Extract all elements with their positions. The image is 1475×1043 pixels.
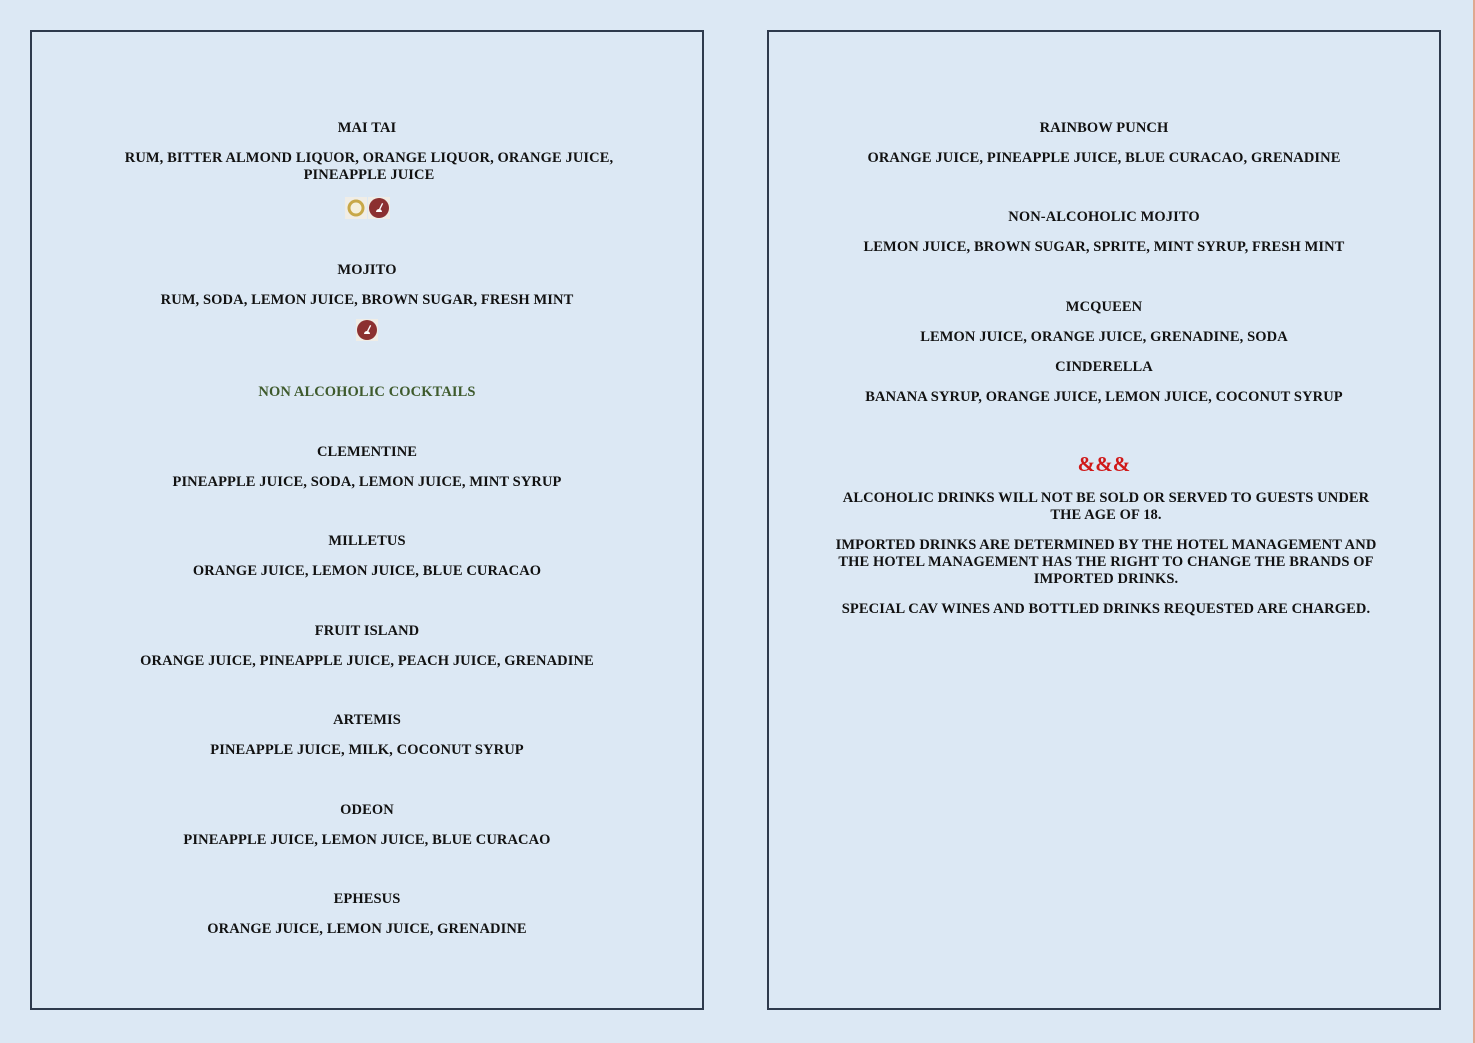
cocktail-name-mai-tai: MAI TAI: [337, 120, 397, 136]
section-heading-non-alcoholic: NON ALCOHOLIC COCKTAILS: [258, 384, 476, 400]
drink-pour-icon: [368, 197, 390, 219]
cocktail-name-ephesus: EPHESUS: [333, 891, 401, 907]
cocktail-ingredients-mcqueen: LEMON JUICE, ORANGE JUICE, GRENADINE, SODA: [920, 329, 1288, 345]
note-imported-drinks: IMPORTED DRINKS ARE DETERMINED BY THE HOTEL MANAGEMENT AND THE HOTEL MANAGEMENT HAS THE RIGHT TO CHANGE THE BRANDS OF IMPORTED DRINKS.: [835, 537, 1377, 587]
cocktail-name-mcqueen: MCQUEEN: [1065, 299, 1143, 315]
menu-page-right: [767, 30, 1441, 1010]
cocktail-name-non-alcoholic-mojito: NON-ALCOHOLIC MOJITO: [1008, 209, 1200, 225]
cocktail-ingredients-milletus: ORANGE JUICE, LEMON JUICE, BLUE CURACAO: [192, 563, 542, 579]
cocktail-name-rainbow-punch: RAINBOW PUNCH: [1039, 120, 1169, 136]
cocktail-ingredients-non-alcoholic-mojito: LEMON JUICE, BROWN SUGAR, SPRITE, MINT SYRUP, FRESH MINT: [863, 239, 1345, 255]
section-separator: &&&: [1077, 452, 1131, 476]
cocktail-name-cinderella: CINDERELLA: [1055, 359, 1153, 375]
menu-page-left: [30, 30, 704, 1010]
cocktail-name-odeon: ODEON: [340, 802, 394, 818]
cocktail-ingredients-mojito: RUM, SODA, LEMON JUICE, BROWN SUGAR, FRESH MINT: [160, 292, 574, 308]
cocktail-ingredients-clementine: PINEAPPLE JUICE, SODA, LEMON JUICE, MINT SYRUP: [172, 474, 562, 490]
cocktail-ingredients-odeon: PINEAPPLE JUICE, LEMON JUICE, BLUE CURACAO: [183, 832, 551, 848]
note-special-wines: SPECIAL CAV WINES AND BOTTLED DRINKS REQUESTED ARE CHARGED.: [841, 601, 1371, 617]
mai-tai-icons: [32, 197, 702, 219]
cocktail-ingredients-rainbow-punch: ORANGE JUICE, PINEAPPLE JUICE, BLUE CURACAO, GRENADINE: [867, 150, 1341, 166]
cocktail-name-artemis: ARTEMIS: [333, 712, 401, 728]
cocktail-name-clementine: CLEMENTINE: [316, 444, 418, 460]
cocktail-ingredients-artemis: PINEAPPLE JUICE, MILK, COCONUT SYRUP: [210, 742, 524, 758]
cocktail-name-milletus: MILLETUS: [328, 533, 406, 549]
mojito-icons: [32, 319, 702, 341]
cocktail-ingredients-ephesus: ORANGE JUICE, LEMON JUICE, GRENADINE: [207, 921, 527, 937]
gold-ring-icon: [345, 197, 367, 219]
cocktail-name-mojito: MOJITO: [337, 262, 397, 278]
cocktail-ingredients-mai-tai: RUM, BITTER ALMOND LIQUOR, ORANGE LIQUOR, ORANGE JUICE, PINEAPPLE JUICE: [124, 150, 614, 183]
drink-pour-icon: [356, 319, 378, 341]
cocktail-ingredients-fruit-island: ORANGE JUICE, PINEAPPLE JUICE, PEACH JUICE, GRENADINE: [140, 653, 594, 669]
note-age-restriction: ALCOHOLIC DRINKS WILL NOT BE SOLD OR SERVED TO GUESTS UNDER THE AGE OF 18.: [842, 490, 1370, 523]
cocktail-name-fruit-island: FRUIT ISLAND: [314, 623, 420, 639]
cocktail-ingredients-cinderella: BANANA SYRUP, ORANGE JUICE, LEMON JUICE, COCONUT SYRUP: [865, 389, 1343, 405]
